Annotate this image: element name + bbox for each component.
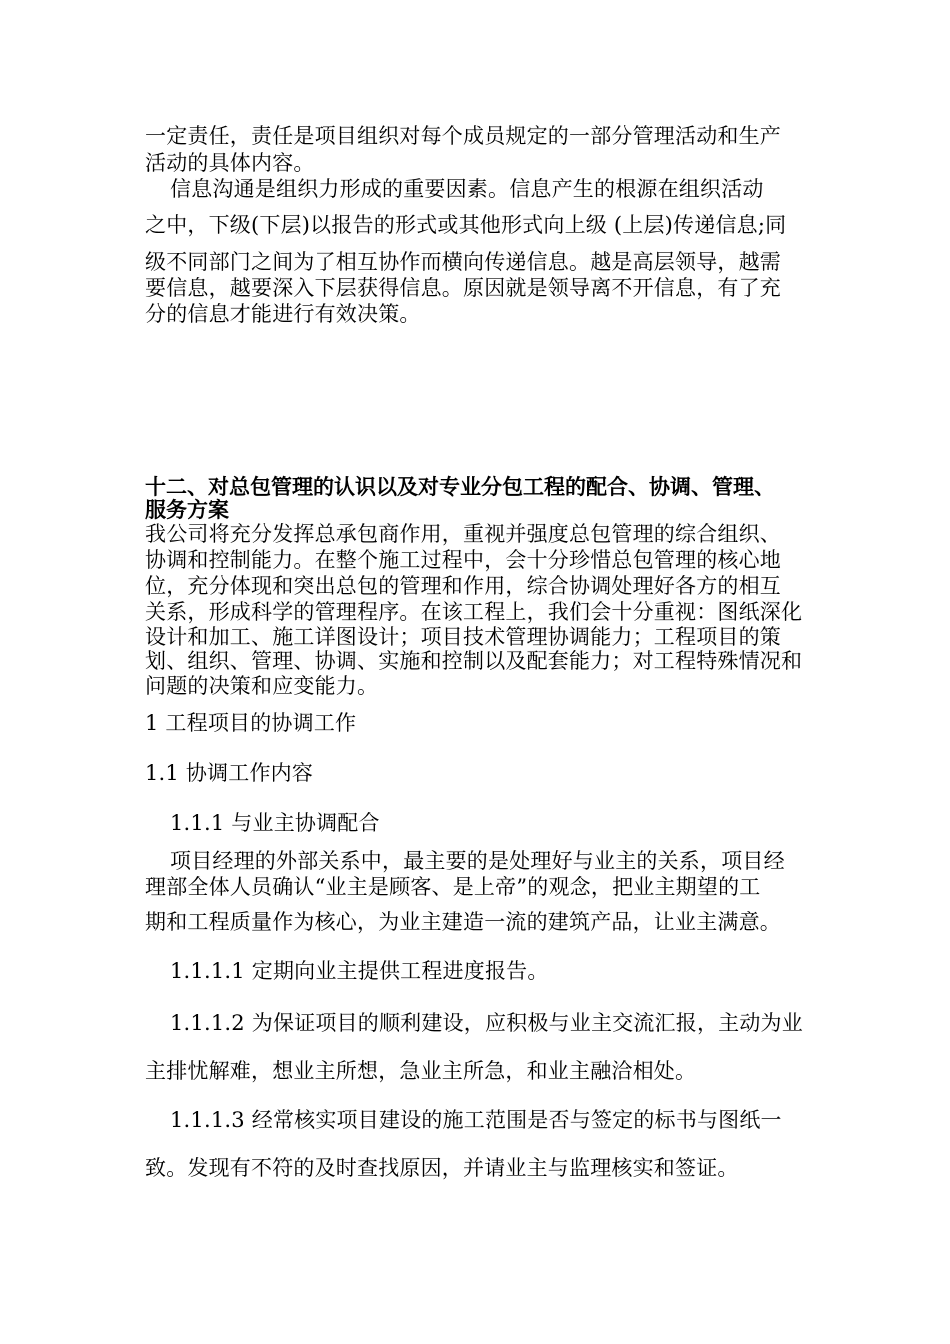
paragraph-information-line-5: 分的信息才能进行有效决策。 xyxy=(145,302,421,326)
paragraph-information-line-4: 要信息，越要深入下层获得信息。原因就是领导离不开信息，有了充 xyxy=(145,276,781,300)
item-1-1-1-3-line-2: 致。发现有不符的及时查找原因，并请业主与监理核实和签证。 xyxy=(145,1156,739,1180)
paragraph-intro-line-7: 问题的决策和应变能力。 xyxy=(145,674,379,698)
sub-heading-1-1-1: 1.1.1 与业主协调配合 xyxy=(170,811,380,835)
paragraph-intro-line-4: 关系，形成科学的管理程序。在该工程上，我们会十分重视：图纸深化 xyxy=(145,600,803,624)
paragraph-responsibility-line-2: 活动的具体内容。 xyxy=(145,151,315,175)
paragraph-intro-line-3: 位，充分体现和突出总包的管理和作用，综合协调处理好各方的相互 xyxy=(145,574,781,598)
paragraph-information-line-1: 信息沟通是组织力形成的重要因素。信息产生的根源在组织活动 xyxy=(170,177,764,201)
item-1-1-1-3-line-1: 1.1.1.3 经常核实项目建设的施工范围是否与签定的标书与图纸一 xyxy=(170,1108,782,1132)
item-1-1-1-2-line-1: 1.1.1.2 为保证项目的顺利建设，应积极与业主交流汇报，主动为业 xyxy=(170,1011,803,1035)
sub-heading-1: 1 工程项目的协调工作 xyxy=(145,711,357,735)
paragraph-owner-line-3: 期和工程质量作为核心，为业主建造一流的建筑产品，让业主满意。 xyxy=(145,910,781,934)
paragraph-information-line-3: 级不同部门之间为了相互协作而横向传递信息。越是高层领导，越需 xyxy=(145,250,781,274)
paragraph-information-line-2: 之中，下级(下层)以报告的形式或其他形式向上级 (上层)传递信息;同 xyxy=(145,213,787,237)
paragraph-owner-line-1: 项目经理的外部关系中，最主要的是处理好与业主的关系，项目经 xyxy=(170,849,785,873)
item-1-1-1-1: 1.1.1.1 定期向业主提供工程进度报告。 xyxy=(170,959,549,983)
paragraph-owner-line-2: 理部全体人员确认“业主是顾客、是上帝”的观念，把业主期望的工 xyxy=(145,875,761,899)
paragraph-responsibility-line-1: 一定责任，责任是项目组织对每个成员规定的一部分管理活动和生产 xyxy=(145,124,781,148)
section-heading-line-1: 十二、对总包管理的认识以及对专业分包工程的配合、协调、管理、 xyxy=(145,475,775,499)
paragraph-intro-line-2: 协调和控制能力。在整个施工过程中，会十分珍惜总包管理的核心地 xyxy=(145,548,781,572)
section-heading-line-2: 服务方案 xyxy=(145,498,229,522)
paragraph-intro-line-1: 我公司将充分发挥总承包商作用，重视并强度总包管理的综合组织、 xyxy=(145,522,781,546)
sub-heading-1-1: 1.1 协调工作内容 xyxy=(145,761,314,785)
paragraph-intro-line-6: 划、组织、管理、协调、实施和控制以及配套能力；对工程特殊情况和 xyxy=(145,649,803,673)
item-1-1-1-2-line-2: 主排忧解难，想业主所想，急业主所急，和业主融洽相处。 xyxy=(145,1059,697,1083)
paragraph-intro-line-5: 设计和加工、施工详图设计；项目技术管理协调能力；工程项目的策 xyxy=(145,625,781,649)
